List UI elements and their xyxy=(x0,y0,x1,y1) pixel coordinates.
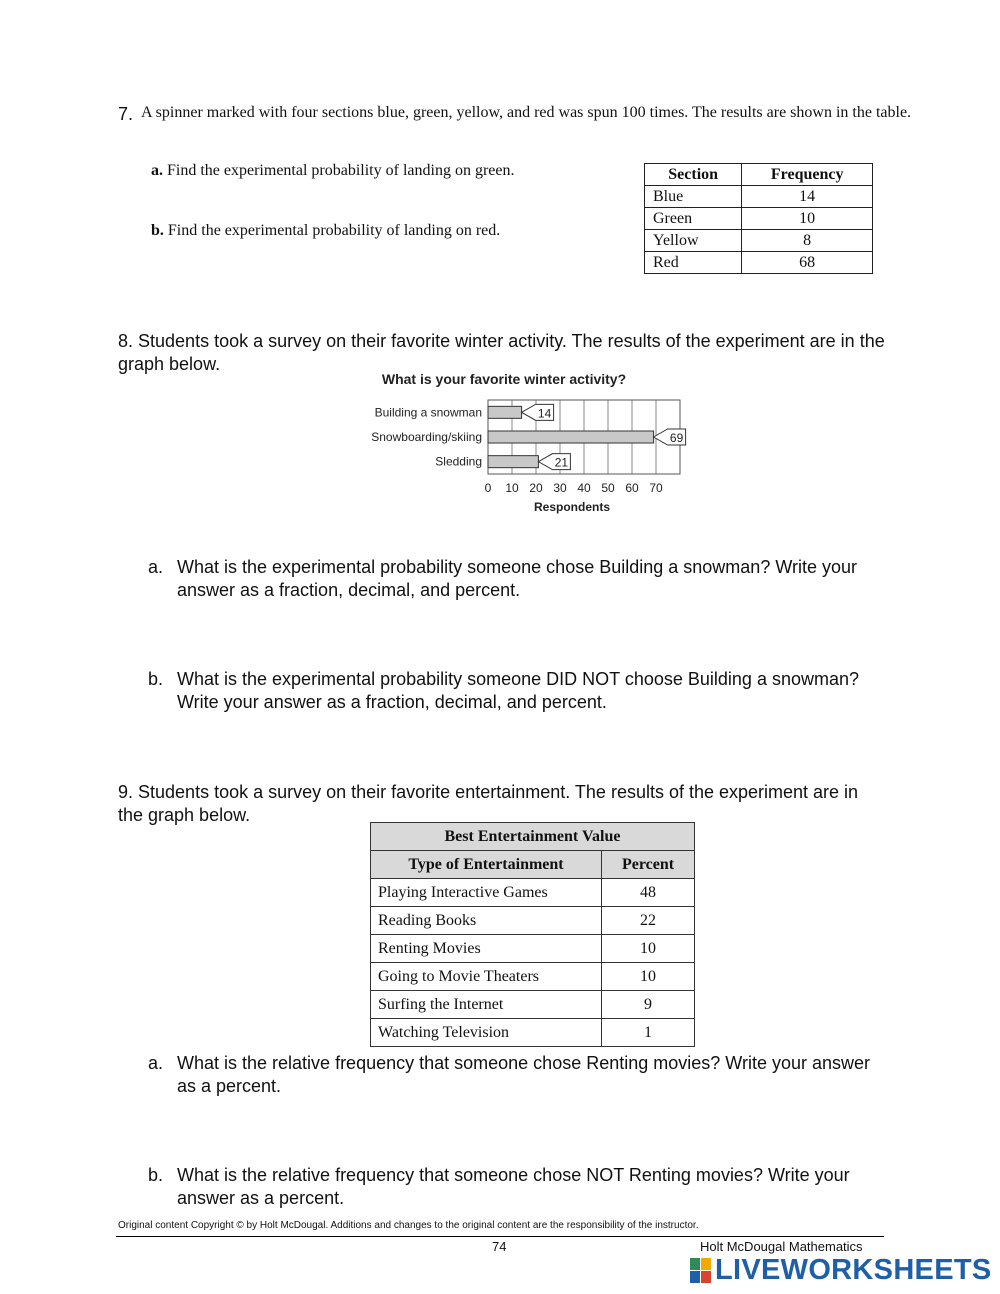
chart-x-axis-label: Respondents xyxy=(533,500,611,514)
entertainment-percent-cell: 10 xyxy=(602,935,695,963)
chart-category-label: Snowboarding/skiing xyxy=(371,430,482,444)
table-row xyxy=(645,230,873,252)
entertainment-type-cell: Playing Interactive Games xyxy=(371,879,602,907)
spinner-section-cell: Blue xyxy=(645,186,742,208)
chart-category-label: Building a snowman xyxy=(374,405,482,420)
spinner-frequency-cell: 14 xyxy=(742,186,873,208)
copyright-note: Original content Copyright © by Holt McDougal. Additions and changes to the original content are the responsibility of the instructor. xyxy=(118,1220,699,1231)
q8-part-a-label: a. xyxy=(148,557,164,577)
spinner-frequency-cell: 68 xyxy=(742,252,873,274)
chart-data-label: 14 xyxy=(537,406,552,421)
liveworksheets-logo-icon xyxy=(690,1258,712,1284)
q9-part-a-text: What is the relative frequency that someone chose Renting movies? Write your answer as a percent. xyxy=(177,1053,870,1096)
entertainment-table-title: Best Entertainment Value xyxy=(371,823,695,851)
entertainment-table xyxy=(370,822,695,1047)
chart-data-label: 21 xyxy=(554,455,569,470)
q9-part-a-label: a. xyxy=(148,1053,164,1073)
spinner-header-frequency: Frequency xyxy=(742,164,873,186)
entertainment-percent-cell: 48 xyxy=(602,879,695,907)
entertainment-percent-cell: 22 xyxy=(602,907,695,935)
chart-bar xyxy=(488,431,654,443)
q8-part-b-label: b. xyxy=(148,669,164,689)
chart-tick-label: 0 xyxy=(484,481,492,495)
table-row xyxy=(645,208,873,230)
spinner-table xyxy=(644,163,873,274)
q9-part-b-label: b. xyxy=(148,1165,164,1185)
table-row xyxy=(371,907,695,935)
chart-category-label: Sledding xyxy=(435,454,482,469)
spinner-frequency-cell: 8 xyxy=(742,230,873,252)
entertainment-type-cell: Going to Movie Theaters xyxy=(371,963,602,991)
table-row xyxy=(645,252,873,274)
page-number: 74 xyxy=(492,1239,507,1254)
entertainment-type-cell: Reading Books xyxy=(371,907,602,935)
entertainment-header-type: Type of Entertainment xyxy=(371,851,602,879)
entertainment-percent-cell: 9 xyxy=(602,991,695,1019)
table-row xyxy=(371,879,695,907)
q7-part-a-label: a. xyxy=(151,162,163,179)
spinner-frequency-cell: 10 xyxy=(742,208,873,230)
q7-part-a-text: Find the experimental probability of landing on green. xyxy=(167,162,515,179)
chart-tick-label: 30 xyxy=(553,481,567,495)
liveworksheets-logo[interactable] xyxy=(690,1254,990,1288)
table-row xyxy=(645,186,873,208)
spinner-section-cell: Red xyxy=(645,252,742,274)
q7-prompt: A spinner marked with four sections blue, green, yellow, and red was spun 100 times. The results are shown in the table. xyxy=(141,104,912,121)
table-row xyxy=(371,1019,695,1047)
chart-tick-label: 60 xyxy=(625,481,639,495)
table-row xyxy=(371,935,695,963)
chart-tick-label: 40 xyxy=(577,481,591,495)
entertainment-table-title-row xyxy=(371,823,695,851)
q7-part-b xyxy=(151,222,500,240)
q7-number: 7. xyxy=(118,104,134,124)
table-row xyxy=(371,991,695,1019)
entertainment-percent-cell: 10 xyxy=(602,963,695,991)
liveworksheets-logo-text: LIVEWORKSHEETS xyxy=(715,1254,992,1286)
footer-divider xyxy=(116,1236,884,1237)
table-row xyxy=(371,963,695,991)
entertainment-type-cell: Renting Movies xyxy=(371,935,602,963)
chart-tick-label: 10 xyxy=(505,481,519,495)
spinner-header-section: Section xyxy=(645,164,742,186)
q9-part-b-text: What is the relative frequency that someone chose NOT Renting movies? Write your answer as a percent. xyxy=(177,1165,850,1208)
spinner-section-cell: Yellow xyxy=(645,230,742,252)
publisher-name: Holt McDougal Mathematics xyxy=(700,1239,863,1254)
q7-part-a xyxy=(151,162,514,180)
q8-part-b-text: What is the experimental probability someone DID NOT choose Building a snowman? Write your answer as a fraction, decimal, and percent. xyxy=(177,669,860,712)
spinner-table-header xyxy=(645,164,873,186)
q9-prompt: 9. Students took a survey on their favorite entertainment. The results of the experiment are in the graph below. xyxy=(118,782,859,825)
chart-tick-label: 20 xyxy=(529,481,543,495)
q8-part-a-text: What is the experimental probability someone chose Building a snowman? Write your answer as a fraction, decimal, and percent. xyxy=(177,557,858,600)
q7-part-b-text: Find the experimental probability of landing on red. xyxy=(167,222,501,239)
q7-part-b-label: b. xyxy=(151,222,164,239)
q8-prompt: 8. Students took a survey on their favorite winter activity. The results of the experiment are in the graph below. xyxy=(118,331,885,374)
chart-tick-label: 70 xyxy=(649,481,663,495)
entertainment-percent-cell: 1 xyxy=(602,1019,695,1047)
entertainment-type-cell: Surfing the Internet xyxy=(371,991,602,1019)
entertainment-header-percent: Percent xyxy=(602,851,695,879)
entertainment-type-cell: Watching Television xyxy=(371,1019,602,1047)
chart-bar xyxy=(488,406,522,418)
spinner-section-cell: Green xyxy=(645,208,742,230)
chart-title: What is your favorite winter activity? xyxy=(381,371,627,387)
entertainment-table-header xyxy=(371,851,695,879)
chart-data-label: 69 xyxy=(669,431,684,445)
winter-activity-chart xyxy=(340,366,700,526)
chart-bar xyxy=(488,456,538,468)
chart-tick-label: 50 xyxy=(601,481,615,495)
